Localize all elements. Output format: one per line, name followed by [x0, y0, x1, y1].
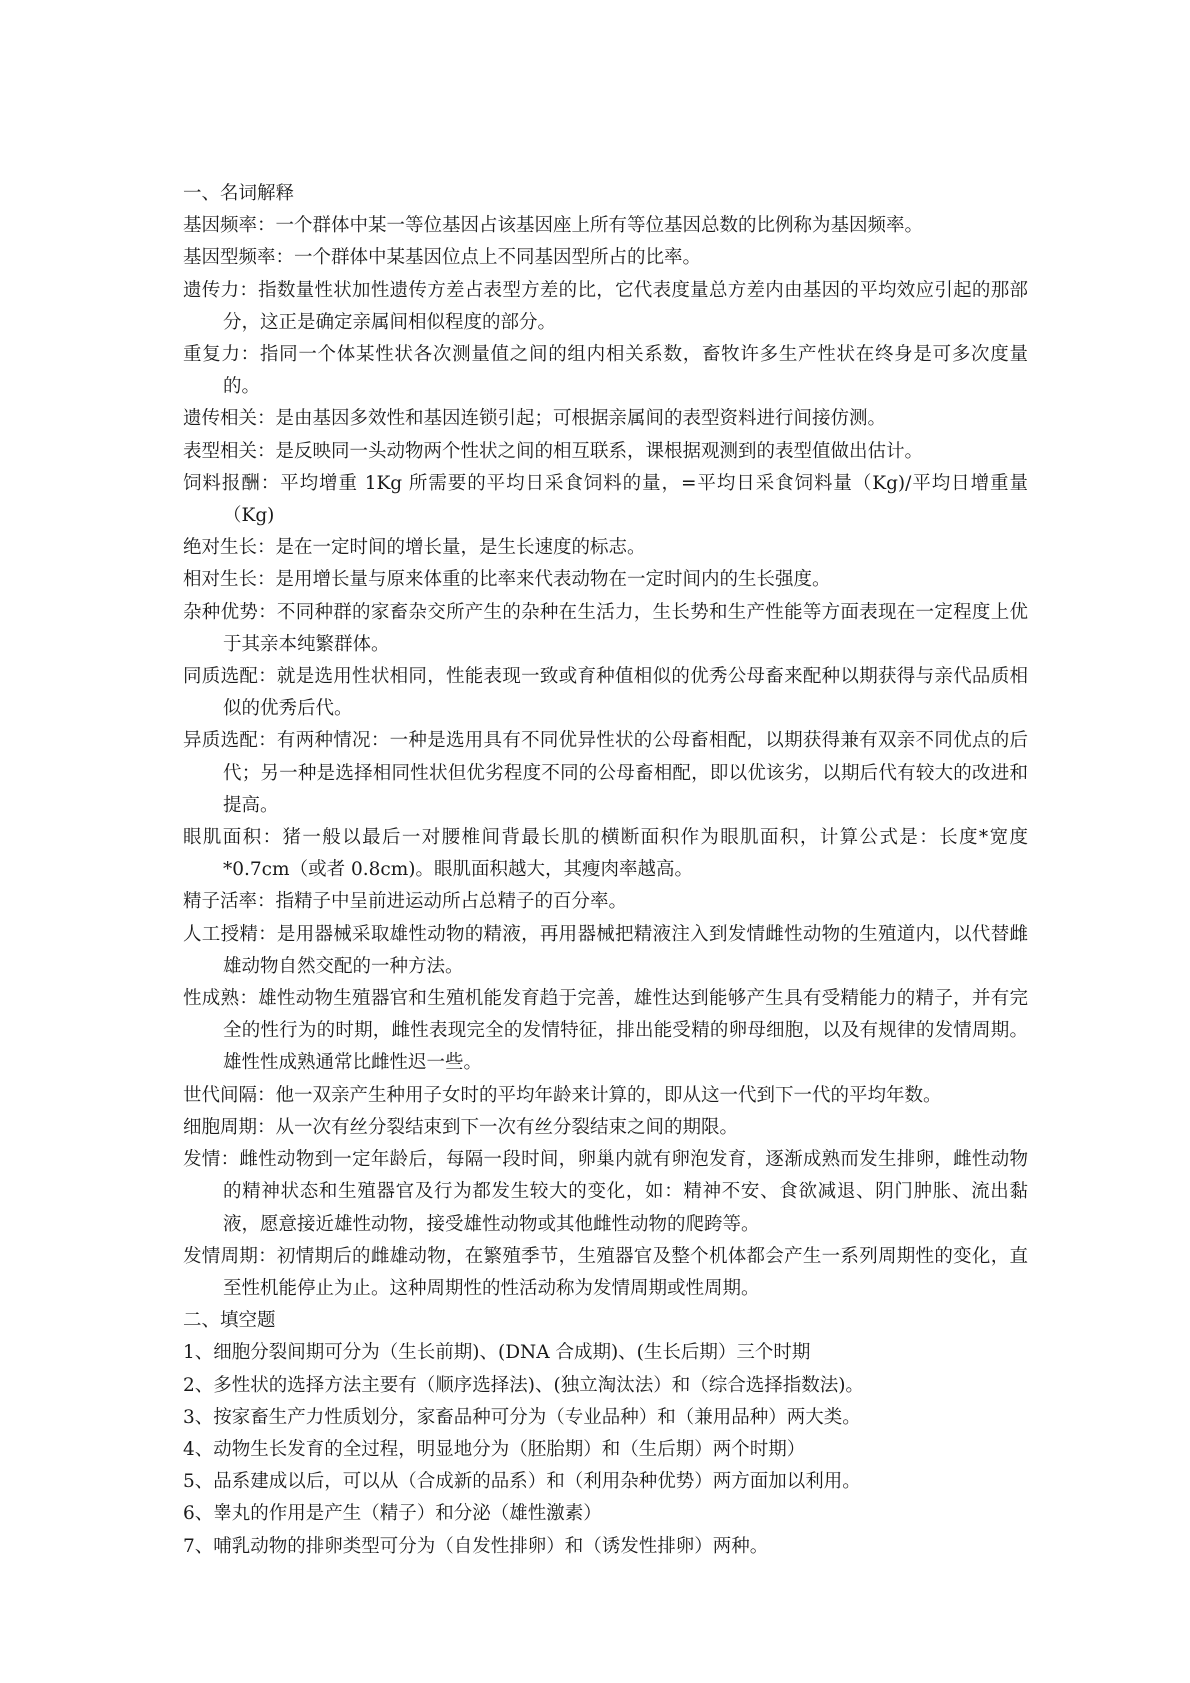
definition-text: 一个群体中某一等位基因占该基因座上所有等位基因总数的比例称为基因频率。 — [275, 215, 924, 237]
definition-item — [183, 886, 1028, 918]
definition-term: 人工授精： — [183, 923, 277, 945]
section-title-definitions: 一、名词解释 — [183, 183, 295, 204]
definition-term: 性成熟： — [183, 988, 259, 1010]
definitions-list — [183, 210, 1028, 1305]
definition-item — [183, 661, 1028, 725]
definition-item — [183, 468, 1028, 532]
definition-item — [183, 1241, 1028, 1305]
definition-text: 指同一个体某性状各次测量值之间的组内相关系数，畜牧许多生产性状在终身是可多次度量的。 — [223, 344, 1028, 398]
definition-text: 从一次有丝分裂结束到下一次有丝分裂结束之间的期限。 — [275, 1116, 739, 1138]
definition-term: 基因频率： — [183, 215, 276, 237]
definition-item — [183, 210, 1028, 242]
definition-item — [183, 275, 1028, 339]
document-page — [183, 178, 1028, 1563]
definition-item — [183, 919, 1028, 983]
definition-item — [183, 983, 1028, 1080]
definition-text: 是用器械采取雄性动物的精液，再用器械把精液注入到发情雌性动物的生殖道内，以代替雌雄动物自然交配的一种方法。 — [223, 923, 1028, 977]
definition-term: 同质选配： — [183, 666, 277, 688]
definition-text: 一个群体中某基因位点上不同基因型所占的比率。 — [294, 247, 702, 269]
definition-text: 指数量性状加性遗传方差占表型方差的比，它代表度量总方差内由基因的平均效应引起的那部分，这正是确定亲属间相似程度的部分。 — [223, 279, 1028, 333]
definition-text: 他一双亲产生种用子女时的平均年龄来计算的，即从这一代到下一代的平均年数。 — [275, 1084, 942, 1106]
definition-text: 是用增长量与原来体重的比率来代表动物在一定时间内的生长强度。 — [275, 569, 831, 591]
definition-text: 猪一般以最后一对腰椎间背最长肌的横断面积作为眼肌面积，计算公式是：长度*宽度*0.7cm（或者 0.8cm)。眼肌面积越大，其瘦肉率越高。 — [223, 827, 1028, 881]
definition-term: 细胞周期： — [183, 1116, 276, 1138]
fill-in-list — [183, 1337, 1028, 1562]
section-title-fill-in: 二、填空题 — [183, 1310, 276, 1332]
definition-item — [183, 242, 1028, 274]
definition-term: 精子活率： — [183, 891, 276, 913]
definition-text: 是在一定时间的增长量，是生长速度的标志。 — [275, 537, 646, 559]
fill-in-item: 4、动物生长发育的全过程，明显地分为（胚胎期）和（生后期）两个时期） — [183, 1438, 806, 1460]
definition-term: 眼肌面积： — [183, 827, 283, 849]
fill-in-item: 3、按家畜生产力性质划分，家畜品种可分为（专业品种）和（兼用品种）两大类。 — [183, 1406, 861, 1428]
definition-text: 有两种情况：一种是选用具有不同优异性状的公母畜相配，以期获得兼有双亲不同优点的后代；另一种是选择相同性状但优劣程度不同的公母畜相配，即以优该劣，以期后代有较大的改进和提高。 — [223, 730, 1028, 816]
definition-item — [183, 339, 1028, 403]
definition-term: 遗传力： — [183, 279, 259, 301]
fill-in-item: 5、品系建成以后，可以从（合成新的品系）和（利用杂种优势）两方面加以利用。 — [183, 1471, 861, 1493]
definition-text: 初情期后的雌雄动物，在繁殖季节，生殖器官及整个机体都会产生一系列周期性的变化，直至性机能停止为止。这种周期性的性活动称为发情周期或性周期。 — [223, 1245, 1028, 1299]
definition-text: 不同种群的家畜杂交所产生的杂种在生活力，生长势和生产性能等方面表现在一定程度上优于其亲本纯繁群体。 — [223, 601, 1028, 655]
definition-term: 饲料报酬： — [183, 472, 281, 494]
definition-term: 发情周期： — [183, 1245, 277, 1267]
fill-in-item: 2、多性状的选择方法主要有（顺序选择法)、(独立淘汰法）和（综合选择指数法)。 — [183, 1374, 864, 1396]
definition-text: 平均增重 1Kg 所需要的平均日采食饲料的量，=平均日采食饲料量（Kg)/平均日增重量（Kg) — [223, 472, 1028, 527]
definition-text: 是反映同一头动物两个性状之间的相互联系，课根据观测到的表型值做出估计。 — [275, 440, 924, 462]
definition-text: 就是选用性状相同，性能表现一致或育种值相似的优秀公母畜来配种以期获得与亲代品质相似的优秀后代。 — [223, 666, 1028, 720]
definition-item — [183, 1112, 1028, 1144]
definition-term: 杂种优势： — [183, 601, 277, 623]
definition-item — [183, 1144, 1028, 1241]
definition-item — [183, 725, 1028, 822]
definition-term: 表型相关： — [183, 440, 276, 462]
definition-item — [183, 532, 1028, 564]
definition-term: 发情： — [183, 1149, 240, 1171]
definition-item — [183, 822, 1028, 886]
definition-term: 遗传相关： — [183, 408, 276, 430]
definition-term: 重复力： — [183, 344, 260, 366]
definition-term: 世代间隔： — [183, 1084, 276, 1106]
definition-item — [183, 403, 1028, 435]
definition-term: 基因型频率： — [183, 247, 295, 269]
definition-item — [183, 564, 1028, 596]
definition-term: 相对生长： — [183, 569, 276, 591]
definition-item — [183, 436, 1028, 468]
fill-in-item: 7、哺乳动物的排卵类型可分为（自发性排卵）和（诱发性排卵）两种。 — [183, 1535, 769, 1557]
definition-term: 异质选配： — [183, 730, 277, 752]
definition-text: 指精子中呈前进运动所占总精子的百分率。 — [275, 891, 628, 913]
fill-in-item: 1、细胞分裂间期可分为（生长前期)、(DNA 合成期)、(生长后期）三个时期 — [183, 1342, 811, 1364]
definition-text: 是由基因多效性和基因连锁引起；可根据亲属间的表型资料进行间接仿测。 — [275, 408, 887, 430]
fill-in-item: 6、睾丸的作用是产生（精子）和分泌（雄性激素） — [183, 1503, 602, 1525]
definition-text: 雌性动物到一定年龄后，每隔一段时间，卵巢内就有卵泡发育，逐渐成熟而发生排卵，雌性动物的精神状态和生殖器官及行为都发生较大的变化，如：精神不安、食欲减退、阴门肿胀、流出黏液，愿意接近雄性动物，接受雄性动物或其他雌性动物的爬跨等。 — [223, 1149, 1028, 1235]
definition-text: 雄性动物生殖器官和生殖机能发育趋于完善，雄性达到能够产生具有受精能力的精子，并有完全的性行为的时期，雌性表现完全的发情特征，排出能受精的卵母细胞，以及有规律的发情周期。雄性性成熟通常比雌性迟一些。 — [223, 988, 1028, 1074]
definition-item — [183, 597, 1028, 661]
definition-item — [183, 1080, 1028, 1112]
definition-term: 绝对生长： — [183, 537, 276, 559]
